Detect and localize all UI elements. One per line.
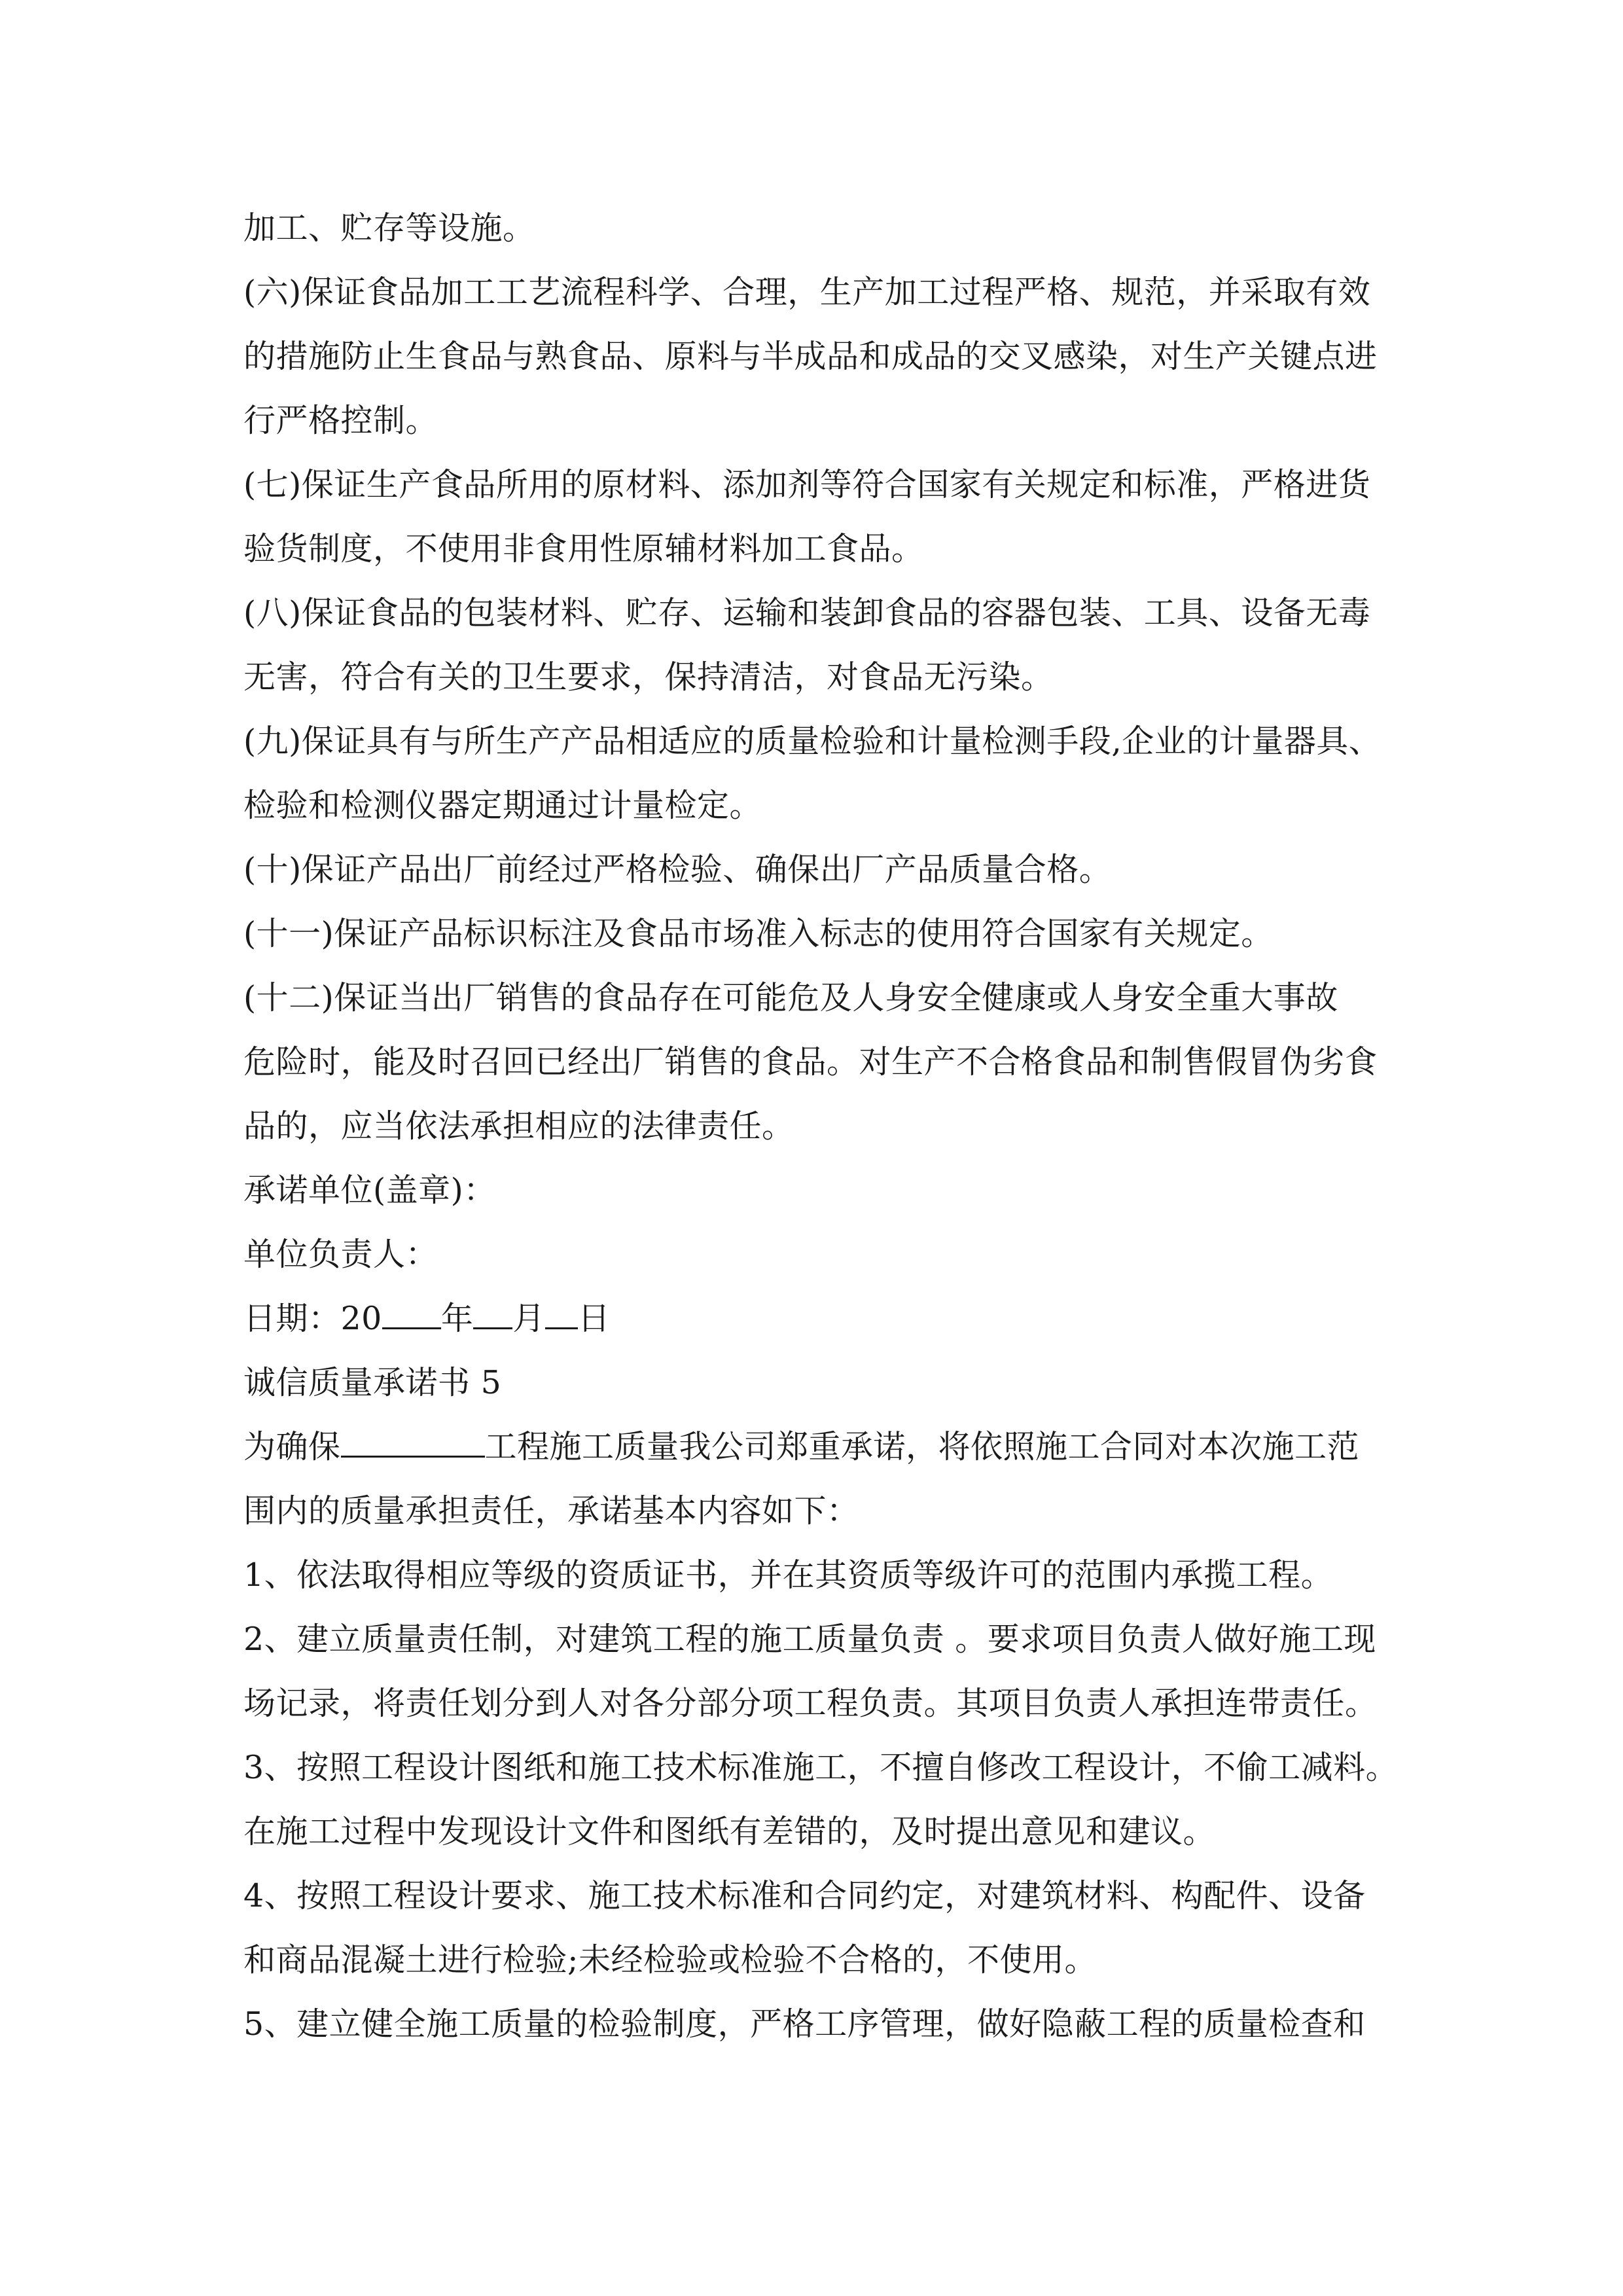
text-line: 围内的质量承担责任，承诺基本内容如下： <box>243 1492 859 1530</box>
text-line: 1、依法取得相应等级的资质证书，并在其资质等级许可的范围内承揽工程。 <box>243 1556 1334 1594</box>
text-line: 无害，符合有关的卫生要求，保持清洁，对食品无污染。 <box>243 658 1054 696</box>
text-line: (九)保证具有与所生产产品相适应的质量检验和计量检测手段,企业的计量器具、 <box>243 723 1382 760</box>
text-line: (十一)保证产品标识标注及食品市场准入标志的使用符合国家有关规定。 <box>243 915 1274 952</box>
intro-line <box>243 1415 1408 1479</box>
text-line: 危险时，能及时召回已经出厂销售的食品。对生产不合格食品和制售假冒伪劣食 <box>243 1043 1378 1081</box>
text-line: 场记录，将责任划分到人对各分部分项工程负责。其项目负责人承担连带责任。 <box>243 1685 1378 1722</box>
text-line: (六)保证食品加工工艺流程科学、合理，生产加工过程严格、规范，并采取有效 <box>243 274 1371 311</box>
signature-unit-line: 承诺单位(盖章)： <box>243 1172 496 1209</box>
date-label: 日期：20 <box>243 1300 382 1337</box>
day-label: 日 <box>577 1300 611 1337</box>
date-line <box>243 1287 1408 1351</box>
text-line: 2、建立质量责任制，对建筑工程的施工质量负责 。要求项目负责人做好施工现 <box>243 1621 1376 1658</box>
text-line: 的措施防止生食品与熟食品、原料与半成品和成品的交叉感染，对生产关键点进 <box>243 338 1378 375</box>
text-line: 加工、贮存等设施。 <box>243 209 535 247</box>
section-title: 诚信质量承诺书 5 <box>243 1364 502 1401</box>
intro-suffix: 工程施工质量我公司郑重承诺，将依照施工合同对本次施工范 <box>484 1428 1360 1465</box>
intro-prefix: 为确保 <box>243 1428 341 1465</box>
day-blank <box>545 1299 578 1329</box>
text-line: (八)保证食品的包装材料、贮存、运输和装卸食品的容器包装、工具、设备无毒 <box>243 594 1371 632</box>
text-line: 和商品混凝土进行检验;未经检验或检验不合格的，不使用。 <box>243 1941 1097 1979</box>
month-blank <box>473 1299 512 1329</box>
text-line: 行严格控制。 <box>243 402 438 439</box>
text-line: 验货制度，不使用非食用性原辅材料加工食品。 <box>243 530 924 567</box>
year-label: 年 <box>440 1300 474 1337</box>
month-label: 月 <box>512 1300 545 1337</box>
year-blank <box>382 1299 441 1329</box>
responsible-person-line: 单位负责人： <box>243 1236 438 1273</box>
text-line: 3、按照工程设计图纸和施工技术标准施工，不擅自修改工程设计，不偷工减料。 <box>243 1749 1399 1786</box>
text-line: 品的，应当依法承担相应的法律责任。 <box>243 1107 794 1145</box>
text-line: 4、按照工程设计要求、施工技术标准和合同约定，对建筑材料、构配件、设备 <box>243 1877 1366 1914</box>
document-body <box>243 196 1408 2056</box>
project-name-blank <box>341 1427 485 1458</box>
text-line: (十)保证产品出厂前经过严格检验、确保出厂产品质量合格。 <box>243 851 1112 888</box>
text-line: 检验和检测仪器定期通过计量检定。 <box>243 787 762 824</box>
text-line: (十二)保证当出厂销售的食品存在可能危及人身安全健康或人身安全重大事故 <box>243 979 1338 1016</box>
text-line: 在施工过程中发现设计文件和图纸有差错的，及时提出意见和建议。 <box>243 1813 1216 1850</box>
text-line: (七)保证生产食品所用的原材料、添加剂等符合国家有关规定和标准，严格进货 <box>243 466 1371 503</box>
text-line: 5、建立健全施工质量的检验制度，严格工序管理，做好隐蔽工程的质量检查和 <box>243 2005 1366 2043</box>
